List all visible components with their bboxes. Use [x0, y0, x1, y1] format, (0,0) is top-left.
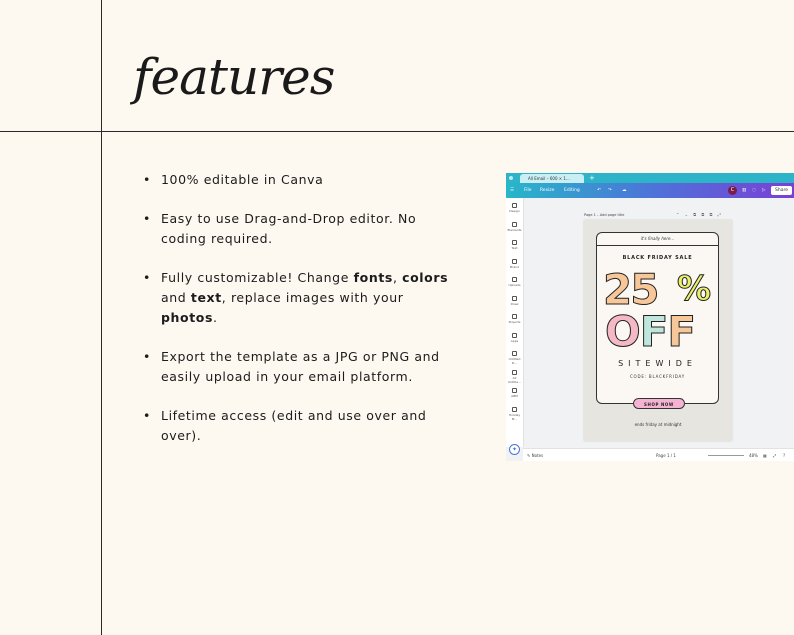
sale-label: BLACK FRIDAY SALE	[622, 255, 693, 261]
window-dot	[509, 176, 513, 180]
sidebar-item-icon	[512, 351, 517, 356]
sidebar-item-icon	[512, 296, 517, 301]
share-button[interactable]: Share	[771, 186, 792, 195]
bullet-icon: •	[143, 172, 151, 187]
sidebar-item-label: Design	[509, 209, 520, 213]
off-letter-f2: F	[667, 307, 696, 356]
sidebar-item-label: ABM	[511, 394, 518, 398]
page-title: features	[133, 48, 335, 106]
fullscreen-icon[interactable]: ⤢	[773, 453, 777, 458]
sidebar-item[interactable]	[506, 351, 523, 365]
sidebar-item[interactable]	[506, 259, 523, 269]
sidebar-item-icon	[512, 240, 517, 245]
avatar[interactable]: C	[728, 186, 737, 195]
bullet-icon: •	[143, 270, 151, 285]
browser-tab[interactable]: All Email – 600 × 1...	[520, 174, 584, 183]
sidebar-item[interactable]	[506, 388, 523, 398]
help-icon[interactable]: ?	[783, 453, 786, 458]
percent-symbol: %	[677, 269, 712, 309]
bullet-icon: •	[143, 211, 151, 226]
undo-icon[interactable]: ↶	[597, 188, 601, 193]
feature-item	[143, 347, 463, 387]
feature-text: Fully customizable! Change	[161, 270, 354, 285]
file-menu[interactable]: File	[524, 188, 532, 193]
sidebar-item-label: Projects	[508, 320, 521, 324]
editor-sidebar	[506, 198, 524, 447]
sidebar-item-icon	[512, 333, 517, 338]
sidebar-item-icon	[512, 203, 517, 208]
feature-item	[143, 209, 463, 249]
new-tab-button[interactable]: +	[589, 174, 595, 182]
off-letter-f1: F	[639, 307, 668, 356]
feature-text: Export the template as a JPG or PNG and easily upload in your email platform.	[161, 349, 440, 384]
sidebar-item-icon	[512, 222, 517, 227]
discount-number: 25	[603, 265, 658, 314]
sidebar-item-icon	[512, 277, 517, 282]
chart-icon[interactable]: ▥	[742, 188, 747, 193]
feature-bold-text: text	[190, 290, 222, 305]
notes-label: Notes	[531, 453, 544, 458]
feature-bold-text: photos	[161, 310, 214, 325]
editing-dropdown[interactable]: Editing	[564, 188, 580, 193]
editor-footer	[523, 448, 794, 461]
sidebar-item-label: Uploads	[508, 283, 521, 287]
feature-item	[143, 406, 463, 446]
ends-text: ends friday at midnight	[634, 422, 682, 427]
feature-bold-text: fonts	[353, 270, 393, 285]
sidebar-item-label: Text	[511, 246, 518, 250]
editor-toolbar	[506, 183, 794, 198]
zoom-slider[interactable]	[708, 455, 744, 456]
email-card	[596, 232, 719, 407]
feature-text: 100% editable in Canva	[161, 172, 324, 187]
sidebar-item[interactable]	[506, 277, 523, 287]
sidebar-item-label: Holiday B...	[508, 412, 521, 421]
sidebar-item-label: Brand	[510, 264, 519, 269]
zoom-level[interactable]: 48%	[749, 453, 758, 458]
sidebar-item-label: Elements	[507, 227, 522, 232]
resize-button[interactable]: Resize	[540, 188, 555, 193]
menu-icon[interactable]: ☰	[510, 188, 515, 193]
play-icon[interactable]: ▷	[762, 188, 766, 193]
cloud-icon[interactable]: ☁	[622, 188, 627, 193]
sidebar-item[interactable]	[506, 203, 523, 213]
off-letter-o: O	[605, 307, 640, 356]
magic-icon[interactable]: ✦	[509, 444, 520, 455]
email-top-text: it's finally here...	[597, 233, 718, 246]
feature-text: Easy to use Drag-and-Drop editor. No coding required.	[161, 211, 417, 246]
email-canvas[interactable]	[584, 220, 732, 441]
browser-tab-bar	[506, 173, 794, 183]
features-list	[143, 170, 463, 465]
feature-item	[143, 170, 463, 190]
sidebar-item[interactable]	[506, 333, 523, 343]
sidebar-item[interactable]	[506, 296, 523, 306]
promo-code: CODE: BLACKFRIDAY	[629, 374, 686, 379]
bullet-icon: •	[143, 408, 151, 423]
sidebar-item-icon	[512, 259, 517, 264]
redo-icon[interactable]: ↷	[608, 188, 612, 193]
canva-screenshot	[506, 173, 794, 461]
sidebar-item-icon	[512, 388, 517, 393]
notes-button[interactable]: ✎ Notes	[527, 453, 544, 458]
sidebar-item[interactable]	[506, 314, 523, 324]
feature-text: , replace images with your	[221, 290, 404, 305]
sidebar-item-label: Draw	[510, 301, 519, 306]
sidebar-item-icon	[512, 370, 517, 375]
sidebar-item-label: Untitled D...	[508, 357, 521, 365]
feature-bold-text: colors	[402, 270, 449, 285]
bullet-icon: •	[143, 349, 151, 364]
sidebar-item[interactable]	[506, 222, 523, 232]
sidebar-item-label: All Untitle...	[508, 375, 521, 384]
sidebar-item-icon	[512, 314, 517, 319]
sidebar-item-icon	[512, 407, 517, 412]
sidebar-item[interactable]	[506, 240, 523, 250]
feature-text: and	[161, 290, 191, 305]
page-indicator[interactable]: Page 1 / 1	[656, 453, 676, 458]
horizontal-rule	[0, 131, 794, 132]
page-controls[interactable]: ⌃ ⌄ ⧉ ⧉ ⧉ ⤢	[676, 212, 723, 217]
feature-text: ,	[392, 270, 403, 285]
sidebar-item-label: Apps	[510, 338, 519, 343]
grid-view-icon[interactable]: ▦	[763, 453, 767, 458]
sidebar-item[interactable]	[506, 407, 523, 421]
vertical-rule	[101, 0, 102, 635]
off-text	[605, 307, 696, 356]
sitewide-text: SITEWIDE	[618, 359, 697, 368]
feature-text: Lifetime access (edit and use over and over).	[161, 408, 427, 443]
page-label[interactable]: Page 1 – Add page title	[584, 213, 625, 217]
feature-text: .	[213, 310, 218, 325]
feature-item	[143, 268, 463, 328]
shop-now-button[interactable]: SHOP NOW	[633, 398, 685, 409]
comment-icon[interactable]: ◌	[752, 188, 756, 193]
sidebar-item[interactable]	[506, 370, 523, 384]
